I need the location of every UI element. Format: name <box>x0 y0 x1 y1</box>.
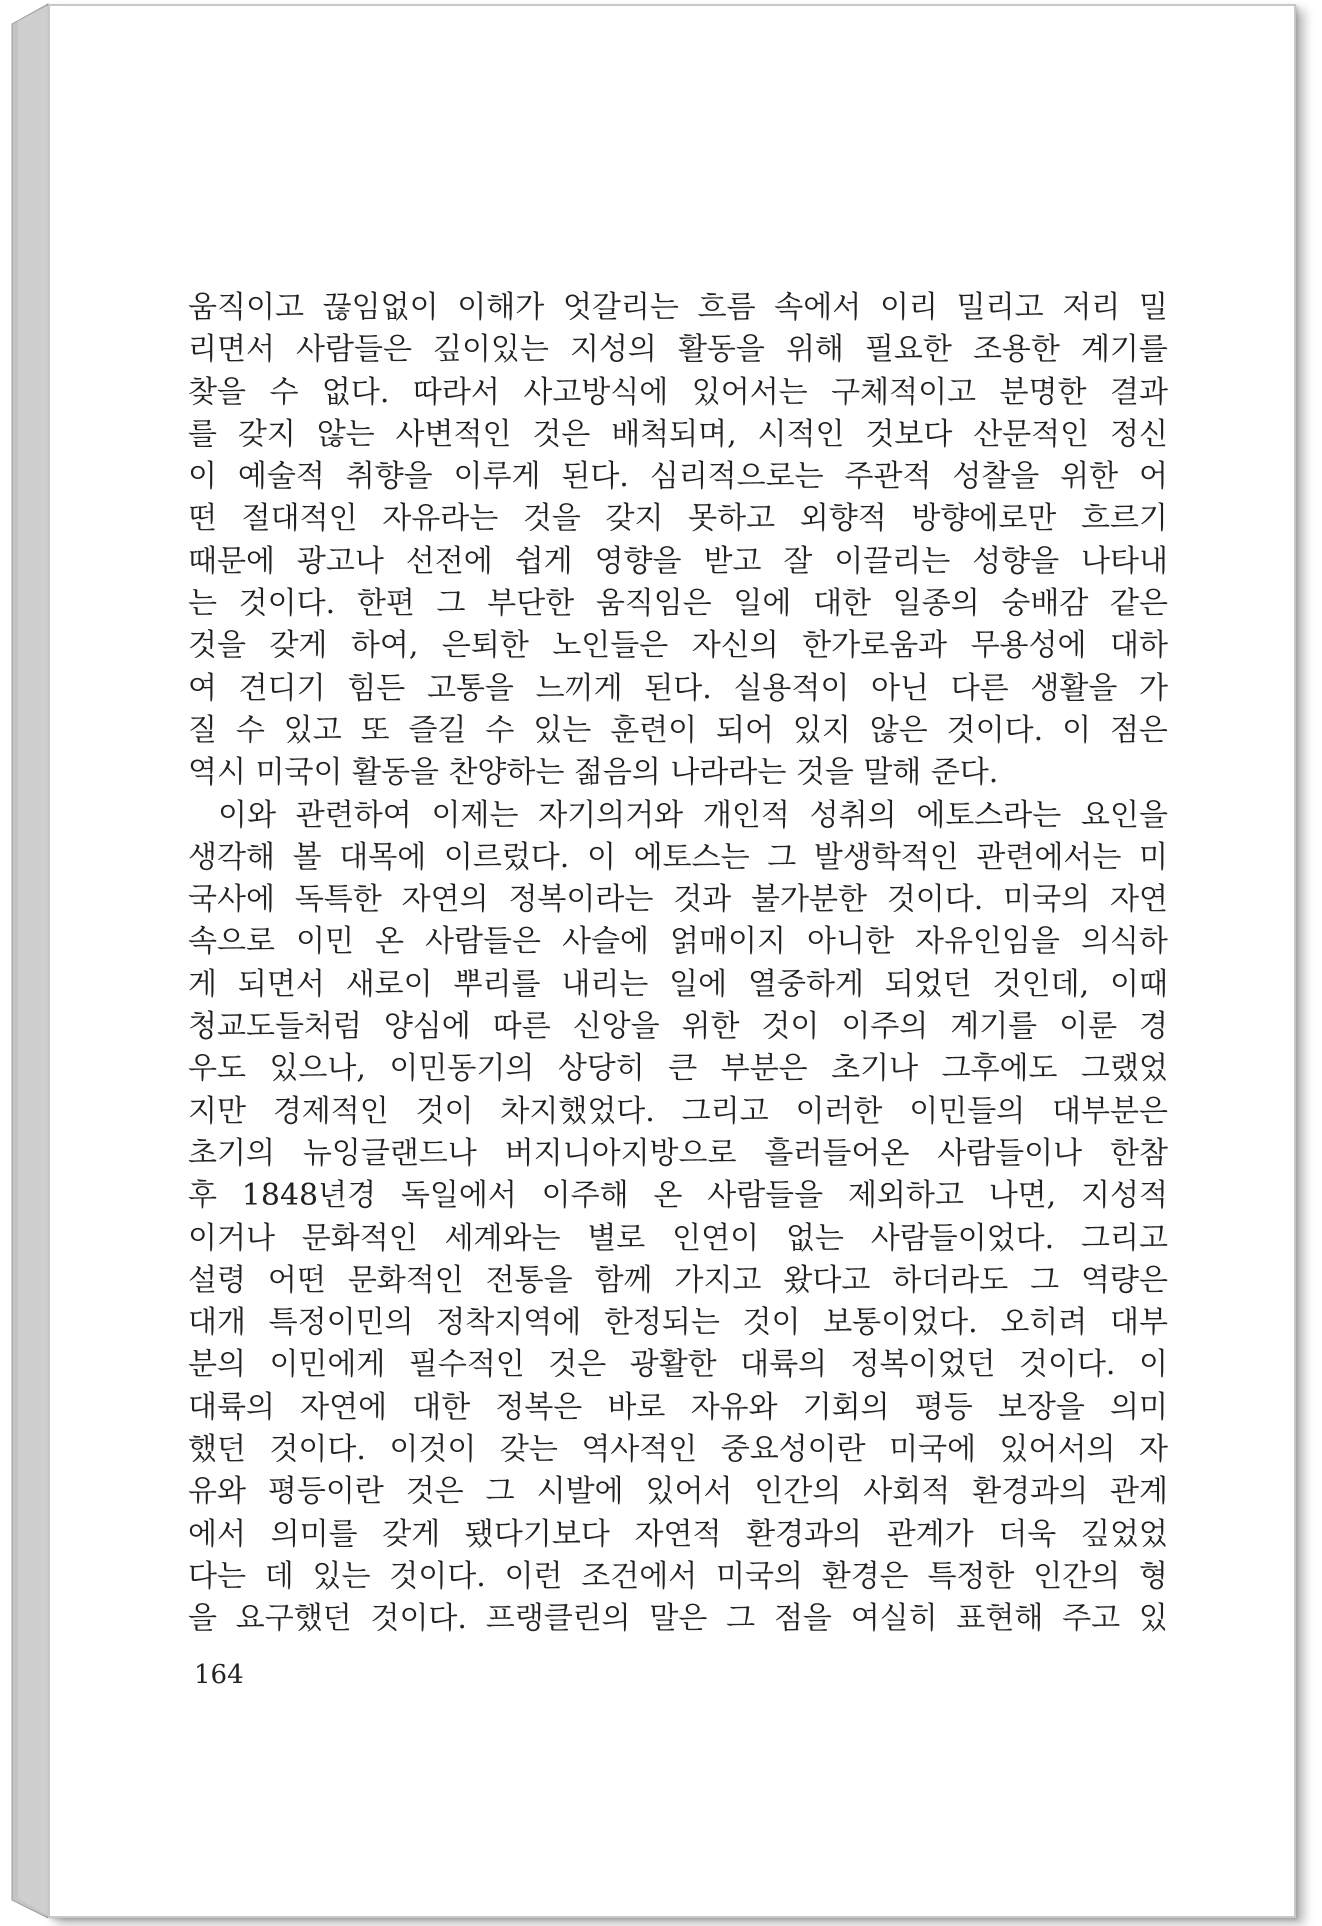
text-line: 질 수 있고 또 즐길 수 있는 훈련이 되어 있지 않은 것이다. 이 점은 <box>188 712 1168 748</box>
text-line: 에서 의미를 갖게 됐다기보다 자연적 환경과의 관계가 더욱 깊었었 <box>188 1516 1168 1552</box>
text-line: 이거나 문화적인 세계와는 별로 인연이 없는 사람들이었다. 그리고 <box>188 1220 1168 1256</box>
body-text <box>188 287 1168 1641</box>
text-line: 다는 데 있는 것이다. 이런 조건에서 미국의 환경은 특정한 인간의 형 <box>188 1558 1168 1594</box>
text-line: 을 요구했던 것이다. 프랭클린의 말은 그 점을 여실히 표현해 주고 있 <box>188 1601 1168 1637</box>
text-line: 유와 평등이란 것은 그 시발에 있어서 인간의 사회적 환경과의 관계 <box>188 1474 1168 1510</box>
paragraph-1 <box>188 287 1168 795</box>
text-line: 우도 있으나, 이민동기의 상당히 큰 부분은 초기나 그후에도 그랬었 <box>188 1051 1168 1087</box>
text-line: 때문에 광고나 선전에 쉽게 영향을 받고 잘 이끌리는 성향을 나타내 <box>188 543 1168 579</box>
text-line: 청교도들처럼 양심에 따른 신앙을 위한 것이 이주의 계기를 이룬 경 <box>188 1009 1168 1045</box>
text-line: 것을 갖게 하여, 은퇴한 노인들은 자신의 한가로움과 무용성에 대하 <box>188 628 1168 664</box>
text-line: 찾을 수 없다. 따라서 사고방식에 있어서는 구체적이고 분명한 결과 <box>188 374 1168 410</box>
page-number: 164 <box>194 1660 244 1690</box>
text-line: 대륙의 자연에 대한 정복은 바로 자유와 기회의 평등 보장을 의미 <box>188 1389 1168 1425</box>
text-line: 생각해 볼 대목에 이르렀다. 이 에토스는 그 발생학적인 관련에서는 미 <box>188 839 1168 875</box>
paragraph-2 <box>188 795 1168 1641</box>
text-line: 떤 절대적인 자유라는 것을 갖지 못하고 외향적 방향에로만 흐르기 <box>188 501 1168 537</box>
text-line: 리면서 사람들은 깊이있는 지성의 활동을 위해 필요한 조용한 계기를 <box>188 332 1168 368</box>
text-line: 국사에 독특한 자연의 정복이라는 것과 불가분한 것이다. 미국의 자연 <box>188 882 1168 918</box>
text-line: 여 견디기 힘든 고통을 느끼게 된다. 실용적이 아닌 다른 생활을 가 <box>188 670 1168 706</box>
text-line: 설령 어떤 문화적인 전통을 함께 가지고 왔다고 하더라도 그 역량은 <box>188 1262 1168 1298</box>
text-line: 이와 관련하여 이제는 자기의거와 개인적 성취의 에토스라는 요인을 <box>218 797 1168 833</box>
text-line: 분의 이민에게 필수적인 것은 광활한 대륙의 정복이었던 것이다. 이 <box>188 1347 1168 1383</box>
text-line: 지만 경제적인 것이 차지했었다. 그리고 이러한 이민들의 대부분은 <box>188 1093 1168 1129</box>
text-line: 초기의 뉴잉글랜드나 버지니아지방으로 흘러들어온 사람들이나 한참 <box>188 1135 1168 1171</box>
text-line: 이 예술적 취향을 이루게 된다. 심리적으로는 주관적 성찰을 위한 어 <box>188 459 1168 495</box>
text-line: 했던 것이다. 이것이 갖는 역사적인 중요성이란 미국에 있어서의 자 <box>188 1432 1168 1468</box>
text-line: 를 갖지 않는 사변적인 것은 배척되며, 시적인 것보다 산문적인 정신 <box>188 416 1168 452</box>
text-line: 후 1848년경 독일에서 이주해 온 사람들을 제외하고 나면, 지성적 <box>188 1178 1168 1214</box>
text-line: 게 되면서 새로이 뿌리를 내리는 일에 열중하게 되었던 것인데, 이때 <box>188 966 1168 1002</box>
text-line: 는 것이다. 한편 그 부단한 움직임은 일에 대한 일종의 숭배감 같은 <box>188 586 1168 622</box>
text-line: 대개 특정이민의 정착지역에 한정되는 것이 보통이었다. 오히려 대부 <box>188 1305 1168 1341</box>
text-line: 움직이고 끊임없이 이해가 엇갈리는 흐름 속에서 이리 밀리고 저리 밀 <box>188 290 1168 325</box>
text-line: 역시 미국이 활동을 찬양하는 젊음의 나라라는 것을 말해 준다. <box>188 755 999 791</box>
text-line: 속으로 이민 온 사람들은 사슬에 얽매이지 아니한 자유인임을 의식하 <box>188 924 1168 960</box>
